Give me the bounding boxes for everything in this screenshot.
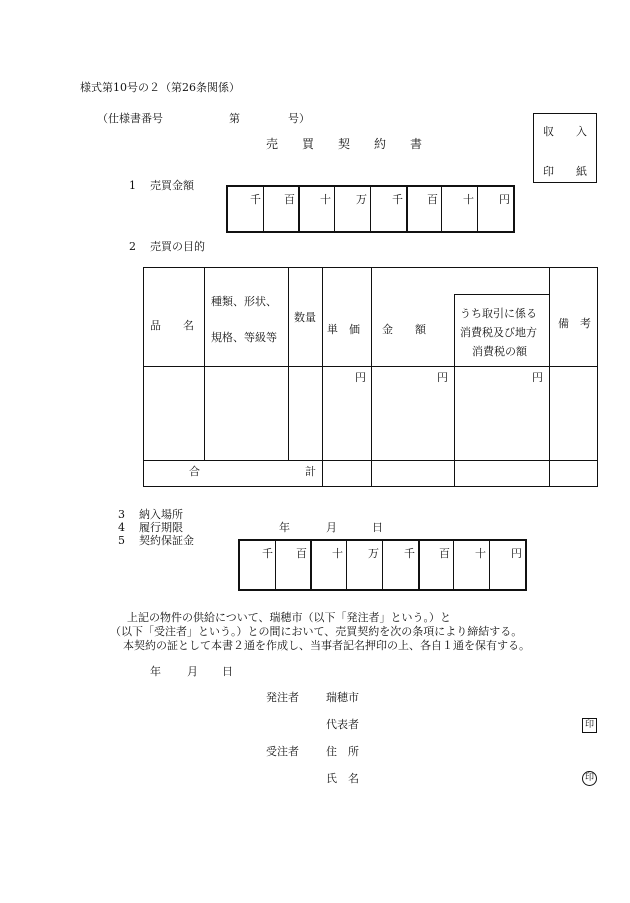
table-col-divider — [322, 268, 323, 486]
digit-divider — [370, 187, 371, 231]
section2-number: 2 — [129, 240, 136, 253]
orderer-label: 発注者 — [266, 691, 299, 704]
yen-amount: 円 — [437, 371, 448, 384]
unit-label: 百 — [296, 547, 307, 560]
digit-divider — [489, 541, 490, 589]
contract-date-month: 月 — [187, 665, 198, 678]
digit-divider — [275, 541, 276, 589]
contract-deposit-grid[interactable] — [238, 539, 527, 591]
unit-label: 円 — [499, 193, 510, 206]
table-col-divider — [549, 268, 550, 486]
table-col-divider — [288, 268, 289, 460]
digit-divider — [453, 541, 454, 589]
round-seal-mark: 印 — [582, 771, 597, 786]
unit-label: 千 — [392, 193, 403, 206]
header-quantity: 数量 — [294, 311, 316, 324]
total-label-b: 計 — [305, 465, 316, 478]
representative-label: 代表者 — [326, 718, 359, 731]
spec-number-prefix: （仕様書番号 — [97, 112, 163, 125]
section3-label: 納入場所 — [139, 508, 183, 521]
table-row-divider — [144, 460, 597, 461]
digit-divider — [310, 541, 312, 589]
revenue-stamp-box — [533, 113, 597, 183]
table-col-divider — [371, 268, 372, 486]
unit-label: 万 — [368, 547, 379, 560]
yen-tax: 円 — [532, 371, 543, 384]
digit-divider — [334, 187, 335, 231]
unit-label: 十 — [475, 547, 486, 560]
stamp-label-bottom: 印 紙 — [543, 165, 587, 178]
orderer-name: 瑞穂市 — [326, 691, 359, 704]
yen-unit-price: 円 — [355, 371, 366, 384]
section2-label: 売買の目的 — [150, 240, 205, 253]
contractor-label: 受注者 — [266, 745, 299, 758]
body-text-line2: （以下「受注者」という。）との間において、売買契約を次の条項により締結する。 — [110, 625, 523, 638]
spec-number-dai: 第 — [229, 112, 240, 125]
deadline-year: 年 — [279, 521, 290, 534]
table-col-divider — [454, 294, 455, 486]
unit-label: 百 — [427, 193, 438, 206]
purchase-items-table — [143, 267, 598, 487]
section4-label: 履行期限 — [139, 521, 183, 534]
header-tax-line3: 消費税の額 — [472, 345, 527, 358]
unit-label: 百 — [439, 547, 450, 560]
header-remarks: 備 考 — [558, 317, 591, 330]
total-label-a: 合 — [189, 465, 200, 478]
header-amount: 金 額 — [382, 323, 426, 336]
document-title: 売 買 契 約 書 — [266, 137, 423, 151]
digit-divider — [406, 187, 408, 231]
stamp-label-top: 収 入 — [543, 125, 587, 138]
digit-divider — [298, 187, 300, 231]
name-label: 氏 名 — [326, 772, 359, 785]
section5-label: 契約保証金 — [139, 534, 194, 547]
unit-label: 十 — [320, 193, 331, 206]
digit-divider — [382, 541, 383, 589]
digit-divider — [477, 187, 478, 231]
section3-number: 3 — [118, 508, 125, 521]
table-col-divider — [204, 268, 205, 460]
header-tax-line2: 消費税及び地方 — [460, 326, 537, 339]
deadline-day: 日 — [372, 521, 383, 534]
unit-label: 千 — [404, 547, 415, 560]
digit-divider — [346, 541, 347, 589]
form-identifier: 様式第10号の２（第26条関係） — [80, 81, 240, 94]
section1-number: 1 — [129, 179, 136, 192]
section1-label: 売買金額 — [150, 179, 194, 192]
spec-number-go: 号） — [288, 112, 310, 125]
section5-number: 5 — [118, 534, 125, 547]
unit-label: 円 — [511, 547, 522, 560]
deadline-month: 月 — [326, 521, 337, 534]
unit-label: 十 — [463, 193, 474, 206]
table-row-divider — [454, 294, 549, 295]
body-text-line1: 上記の物件の供給について、瑞穂市（以下「発注者」という。）と — [127, 611, 452, 624]
sale-amount-grid[interactable] — [226, 185, 515, 233]
digit-divider — [418, 541, 420, 589]
square-seal-mark: 印 — [582, 718, 597, 733]
unit-label: 十 — [332, 547, 343, 560]
table-row-divider — [144, 366, 597, 367]
header-item-name: 品 名 — [150, 319, 194, 332]
body-text-line3: 本契約の証として本書２通を作成し、当事者記名押印の上、各自１通を保有する。 — [123, 639, 530, 652]
contract-date-year: 年 — [150, 665, 161, 678]
header-type-line1: 種類、形状、 — [211, 295, 277, 308]
header-type-line2: 規格、等級等 — [211, 331, 277, 344]
unit-label: 千 — [262, 547, 273, 560]
unit-label: 千 — [250, 193, 261, 206]
header-unit-price: 単 価 — [327, 323, 360, 336]
digit-divider — [441, 187, 442, 231]
digit-divider — [263, 187, 264, 231]
header-tax-line1: うち取引に係る — [460, 307, 537, 320]
unit-label: 百 — [284, 193, 295, 206]
unit-label: 万 — [356, 193, 367, 206]
contract-date-day: 日 — [222, 665, 233, 678]
section4-number: 4 — [118, 521, 125, 534]
address-label: 住 所 — [326, 745, 359, 758]
